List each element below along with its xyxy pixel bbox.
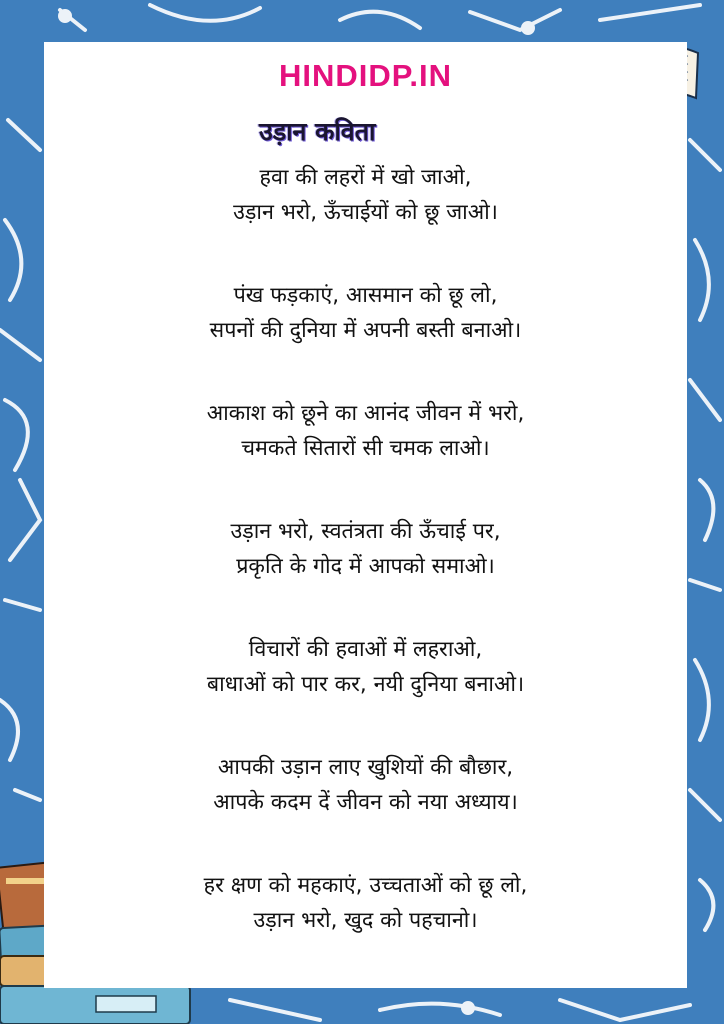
poem-line: उड़ान भरो, ऊँचाईयों को छू जाओ। (233, 200, 498, 225)
stanza-2 (44, 278, 687, 356)
stanza-7 (44, 868, 687, 946)
poem-line: हवा की लहरों में खो जाओ, (259, 165, 472, 190)
poem-body (44, 160, 687, 986)
poem-line: सपनों की दुनिया में अपनी बस्ती बनाओ। (209, 318, 522, 343)
stanza-4 (44, 514, 687, 592)
site-name: HINDIDP.IN (278, 58, 453, 93)
stanza-3 (44, 396, 687, 474)
stanza-1 (44, 160, 687, 238)
poem-card (44, 42, 687, 988)
poem-line: उड़ान भरो, स्वतंत्रता की ऊँचाई पर, (230, 519, 501, 544)
poem-line: आकाश को छूने का आनंद जीवन में भरो, (206, 401, 525, 426)
poem-line: पंख फड़काएं, आसमान को छू लो, (233, 283, 498, 308)
poem-line: बाधाओं को पार कर, नयी दुनिया बनाओ। (206, 672, 525, 697)
poem-line: प्रकृति के गोद में आपको समाओ। (236, 554, 495, 579)
stanza-5 (44, 632, 687, 710)
poem-line: हर क्षण को महकाएं, उच्चताओं को छू लो, (203, 873, 528, 898)
poem-line: आपकी उड़ान लाए खुशियों की बौछार, (217, 755, 514, 780)
poem-line: विचारों की हवाओं में लहराओ, (248, 637, 483, 662)
stanza-6 (44, 750, 687, 828)
poem-line: चमकते सितारों सी चमक लाओ। (241, 436, 490, 461)
poem-title: उड़ान कविता (259, 117, 376, 146)
poem-line: आपके कदम दें जीवन को नया अध्याय। (213, 790, 518, 815)
poem-line: उड़ान भरो, खुद को पहचानो। (253, 908, 478, 933)
